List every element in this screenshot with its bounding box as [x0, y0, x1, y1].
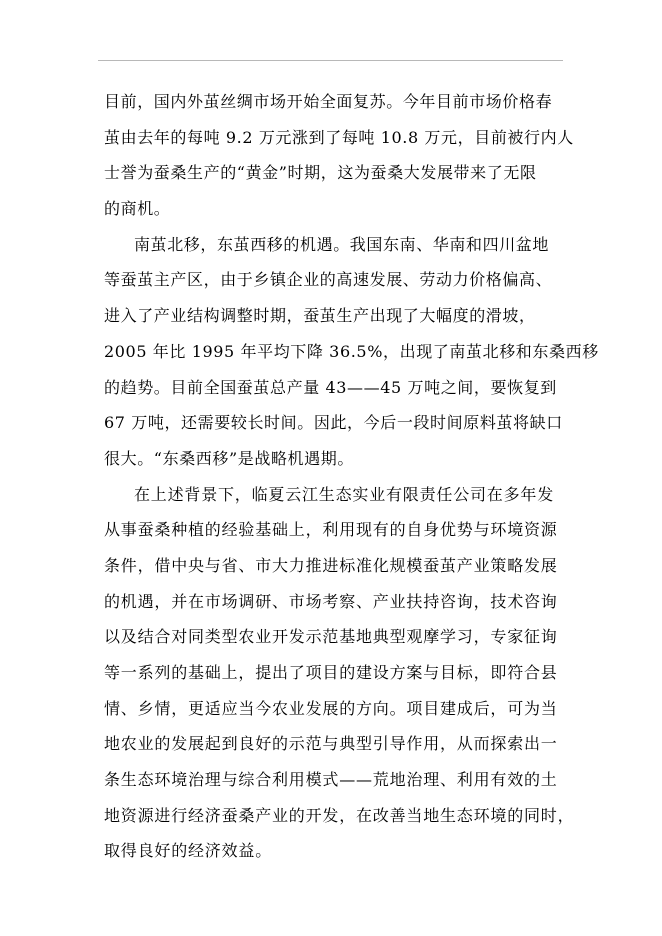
document-body [104, 84, 599, 869]
text-line: 的机遇，并在市场调研、市场考察、产业扶持咨询，技术咨询 [104, 591, 558, 611]
text-line: 在上述背景下，临夏云江生态实业有限责任公司在多年发 [134, 484, 555, 504]
text-line: 南茧北移，东茧西移的机遇。我国东南、华南和四川盆地 [134, 234, 550, 254]
paragraph-migration-opportunity [104, 227, 599, 477]
text-line: 很大。“东桑西移”是战略机遇期。 [104, 448, 354, 468]
text-line: 等一系列的基础上，提出了项目的建设方案与目标，即符合县 [104, 663, 558, 682]
text-line: 目前，国内外茧丝绸市场开始全面复苏。今年目前市场价格春 [104, 92, 553, 111]
text-line: 67 万吨，还需要较长时间。因此，今后一段时间原料茧将缺口 [104, 413, 563, 433]
text-line: 等蚕茧主产区，由于乡镇企业的高速发展、劳动力价格偏高、 [104, 270, 553, 290]
text-line: 取得良好的经济效益。 [104, 841, 273, 861]
text-line: 茧由去年的每吨 9.2 万元涨到了每吨 10.8 万元，目前被行内人 [104, 127, 574, 147]
paragraph-market-recovery [104, 84, 574, 227]
text-line: 2005 年比 1995 年平均下降 36.5%，出现了南茧北移和东桑西移 [104, 341, 599, 361]
text-line: 进入了产业结构调整时期，蚕茧生产出现了大幅度的滑坡， [104, 306, 536, 326]
text-line: 情、乡情，更适应当今农业发展的方向。项目建成后，可为当 [104, 698, 558, 718]
text-line: 地资源进行经济蚕桑产业的开发，在改善当地生态环境的同时， [104, 805, 575, 825]
text-line: 条生态环境治理与综合利用模式——荒地治理、利用有效的土 [104, 770, 558, 790]
text-line: 士誉为蚕桑生产的“黄金”时期，这为蚕桑大发展带来了无限 [104, 163, 537, 183]
text-line: 的趋势。目前全国蚕茧总产量 43——45 万吨之间，要恢复到 [104, 377, 557, 397]
text-line: 以及结合对同类型农业开发示范基地典型观摩学习，专家征询 [104, 627, 558, 647]
paragraph-project-background [104, 477, 575, 870]
text-line: 条件，借中央与省、市大力推进标准化规模蚕茧产业策略发展 [104, 555, 558, 575]
text-line: 的商机。 [104, 199, 171, 219]
header-divider [98, 60, 563, 61]
text-line: 地农业的发展起到良好的示范与典型引导作用，从而探索出一 [104, 734, 558, 754]
text-line: 从事蚕桑种植的经验基础上，利用现有的自身优势与环境资源 [104, 520, 558, 540]
